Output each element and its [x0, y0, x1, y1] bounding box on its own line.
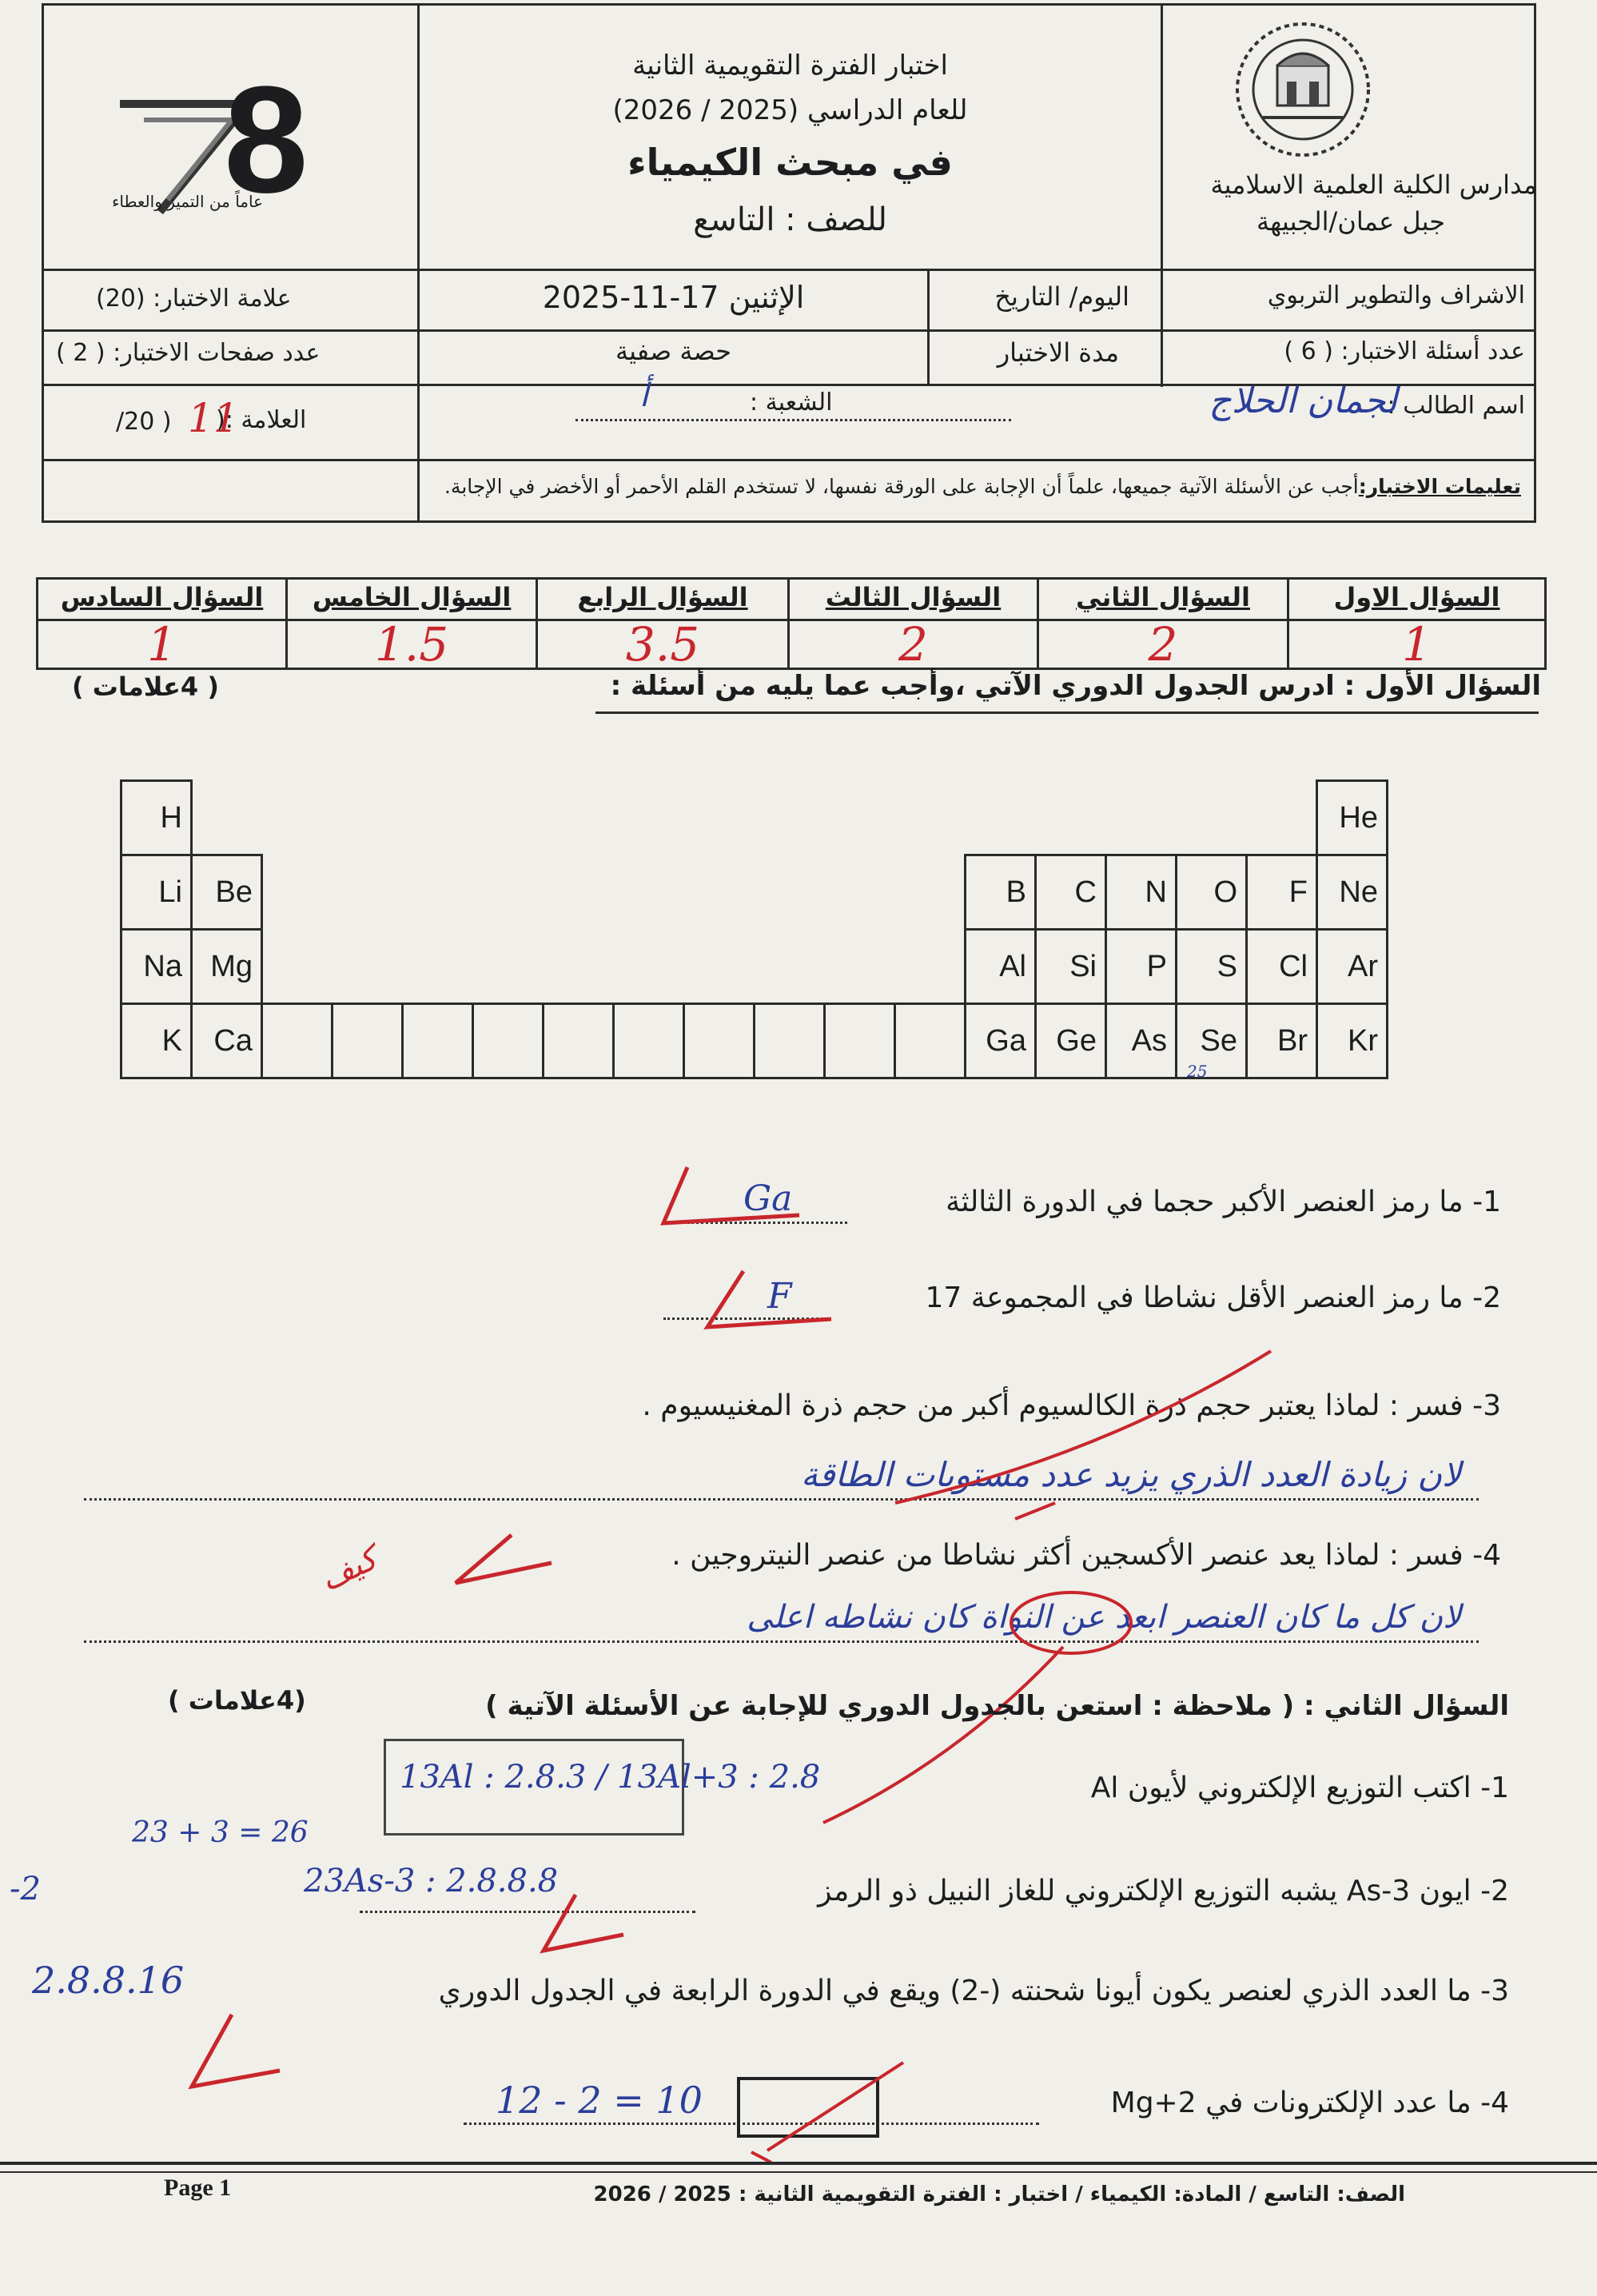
q2-item1-question: 1- اكتب التوزيع الإلكتروني لأيون Al — [1090, 1772, 1509, 1804]
student-name: لجمان الحلاج — [1209, 381, 1397, 421]
q2-title: السؤال الثاني : ( ملاحظة : استعن بالجدول الدوري للإجابة عن الأسئلة الآتية ) — [485, 1690, 1509, 1722]
instructions-label: تعليمات الاختبار: — [1358, 475, 1521, 498]
element-S: S — [1177, 930, 1247, 1004]
q1-title: السؤال الأول : ادرس الجدول الدوري الآتي ،وأجب عما يليه من أسئلة : — [610, 670, 1541, 702]
element-Se: Se — [1177, 1004, 1247, 1078]
school-location: جبل عمان/الجبيهة — [1256, 206, 1445, 237]
question-count: عدد أسئلة الاختبار: ( 6 ) — [1284, 337, 1525, 365]
q2-marks: (4علامات ) — [168, 1685, 306, 1716]
exam-mark: علامة الاختبار: (20) — [96, 285, 292, 313]
grade-label: العلامة :( — [216, 406, 307, 434]
score-value-q4: 3.5 — [625, 617, 700, 672]
element-As: As — [1106, 1004, 1177, 1078]
element-Kr: Kr — [1317, 1004, 1388, 1078]
day-date-label: اليوم/ التاريخ — [994, 281, 1129, 312]
score-value-q5: 1.5 — [374, 617, 449, 672]
q1-marks: ( 4علامات ) — [72, 672, 219, 702]
element-Ca: Ca — [192, 1004, 262, 1078]
grade-value: 11 — [188, 395, 239, 441]
duration-label: مدة الاختبار — [997, 337, 1119, 368]
q1-item3-answer: لان زيادة العدد الذري يزيد عدد مستويات الطاقة — [801, 1455, 1461, 1494]
element-K: K — [121, 1004, 192, 1078]
grade-title: للصف : التاسع — [693, 201, 887, 238]
instructions-text: أجب عن الأسئلة الآتية جميعها، علماً أن الإجابة على الورقة نفسها، لا تستخدم القلم الأحمر أو الأخضر في الإجابة. — [444, 475, 1359, 498]
school-name: مدارس الكلية العلمية الاسلامية — [1210, 169, 1537, 200]
q1-item2-question: 2- ما رمز العنصر الأقل نشاطا في المجموعة 17 — [925, 1282, 1501, 1314]
footer-page: Page 1 — [164, 2174, 232, 2201]
element-Cl: Cl — [1247, 930, 1317, 1004]
q1-item4-answer: لان كل ما كان العنصر ابعد عن النواة كان نشاطه اعلى — [747, 1599, 1461, 1636]
element-Al: Al — [966, 930, 1036, 1004]
element-Ar: Ar — [1317, 930, 1388, 1004]
element-Ne: Ne — [1317, 855, 1388, 930]
supervision-label: الاشراف والتطوير التربوي — [1267, 281, 1525, 309]
element-Ge: Ge — [1036, 1004, 1106, 1078]
q2-item4-answer: 12 - 2 = 10 — [496, 2079, 703, 2122]
score-value-q2: 2 — [1148, 617, 1178, 672]
exam-title: اختبار الفترة التقويمية الثانية — [632, 50, 948, 82]
element-P: P — [1106, 930, 1177, 1004]
q2-margin-mark: -2 — [10, 1871, 41, 1907]
q1-item1-answer: Ga — [743, 1178, 793, 1219]
badge-number: 8 — [224, 55, 309, 225]
element-Si: Si — [1036, 930, 1106, 1004]
element-H: H — [121, 781, 192, 855]
element-O: O — [1177, 855, 1247, 930]
element-Ga: Ga — [966, 1004, 1036, 1078]
q2-item2-answer: 23As-3 : 2.8.8.8 — [304, 1863, 559, 1899]
student-label: اسم الطالب : — [1387, 392, 1525, 420]
academic-year: للعام الدراسي (2025 / 2026) — [612, 94, 968, 126]
q1-item4-question: 4- فسر : لماذا يعد عنصر الأكسجين أكثر نشاطا من عنصر النيتروجين . — [671, 1539, 1501, 1572]
q2-item1-answer: 13Al : 2.8.3 / 13Al+3 : 2.8 — [400, 1759, 821, 1796]
element-He: He — [1317, 781, 1388, 855]
section-label: الشعبة : — [750, 389, 833, 417]
score-header-q6: السؤال السادس — [60, 582, 264, 612]
q1-margin-note: كيف — [314, 1540, 383, 1599]
score-value-q1: 1 — [1402, 617, 1432, 672]
element-Mg: Mg — [192, 930, 262, 1004]
duration-value: حصة صفية — [615, 336, 732, 366]
element-N: N — [1106, 855, 1177, 930]
section-value: أ — [639, 377, 649, 414]
element-F: F — [1247, 855, 1317, 930]
element-B: B — [966, 855, 1036, 930]
grade-total: /20 ) — [116, 408, 172, 436]
as-atomic-number: 25 — [1187, 1062, 1208, 1081]
q1-item3-question: 3- فسر : لماذا يعتبر حجم ذرة الكالسيوم أكبر من حجم ذرة المغنيسيوم . — [642, 1389, 1501, 1422]
q2-item3-question: 3- ما العدد الذري لعنصر يكون أيونا شحنته (-2) ويقع في الدورة الرابعة في الجدول الدوري — [438, 1975, 1509, 2007]
q2-side-calc: 23 + 3 = 26 — [132, 1816, 309, 1849]
q2-item3-answer: 2.8.8.16 — [32, 1959, 185, 2002]
element-Be: Be — [192, 855, 262, 930]
element-Na: Na — [121, 930, 192, 1004]
element-Li: Li — [121, 855, 192, 930]
day-date-value: الإثنين 17-11-2025 — [542, 280, 805, 315]
subject-title: في مبحث الكيمياء — [627, 141, 953, 184]
score-header-q3: السؤال الثالث — [825, 582, 1002, 612]
q2-item2-question: 2- ايون As-3 يشبه التوزيع الإلكتروني للغاز النبيل ذو الرمز — [818, 1875, 1509, 1907]
q1-item1-question: 1- ما رمز العنصر الأكبر حجما في الدورة الثالثة — [946, 1186, 1501, 1218]
score-value-q3: 2 — [898, 617, 928, 672]
page-count: عدد صفحات الاختبار: ( 2 ) — [56, 339, 321, 367]
footer-info: الصف: التاسع / المادة: الكيمياء / اختبار : الفترة التقويمية الثانية : 2025 / 2026 — [593, 2182, 1405, 2206]
element-C: C — [1036, 855, 1106, 930]
score-header-q2: السؤال الثاني — [1076, 582, 1250, 612]
score-header-q4: السؤال الرابع — [577, 582, 748, 612]
score-value-q6: 1 — [147, 617, 177, 672]
score-header-q5: السؤال الخامس — [312, 582, 512, 612]
badge-text: عاماً من التميز والعطاء — [112, 192, 264, 211]
score-header-q1: السؤال الاول — [1333, 582, 1500, 612]
q1-item2-answer: F — [767, 1276, 792, 1317]
element-Br: Br — [1247, 1004, 1317, 1078]
q2-item4-question: 4- ما عدد الإلكترونات في Mg+2 — [1110, 2087, 1509, 2119]
